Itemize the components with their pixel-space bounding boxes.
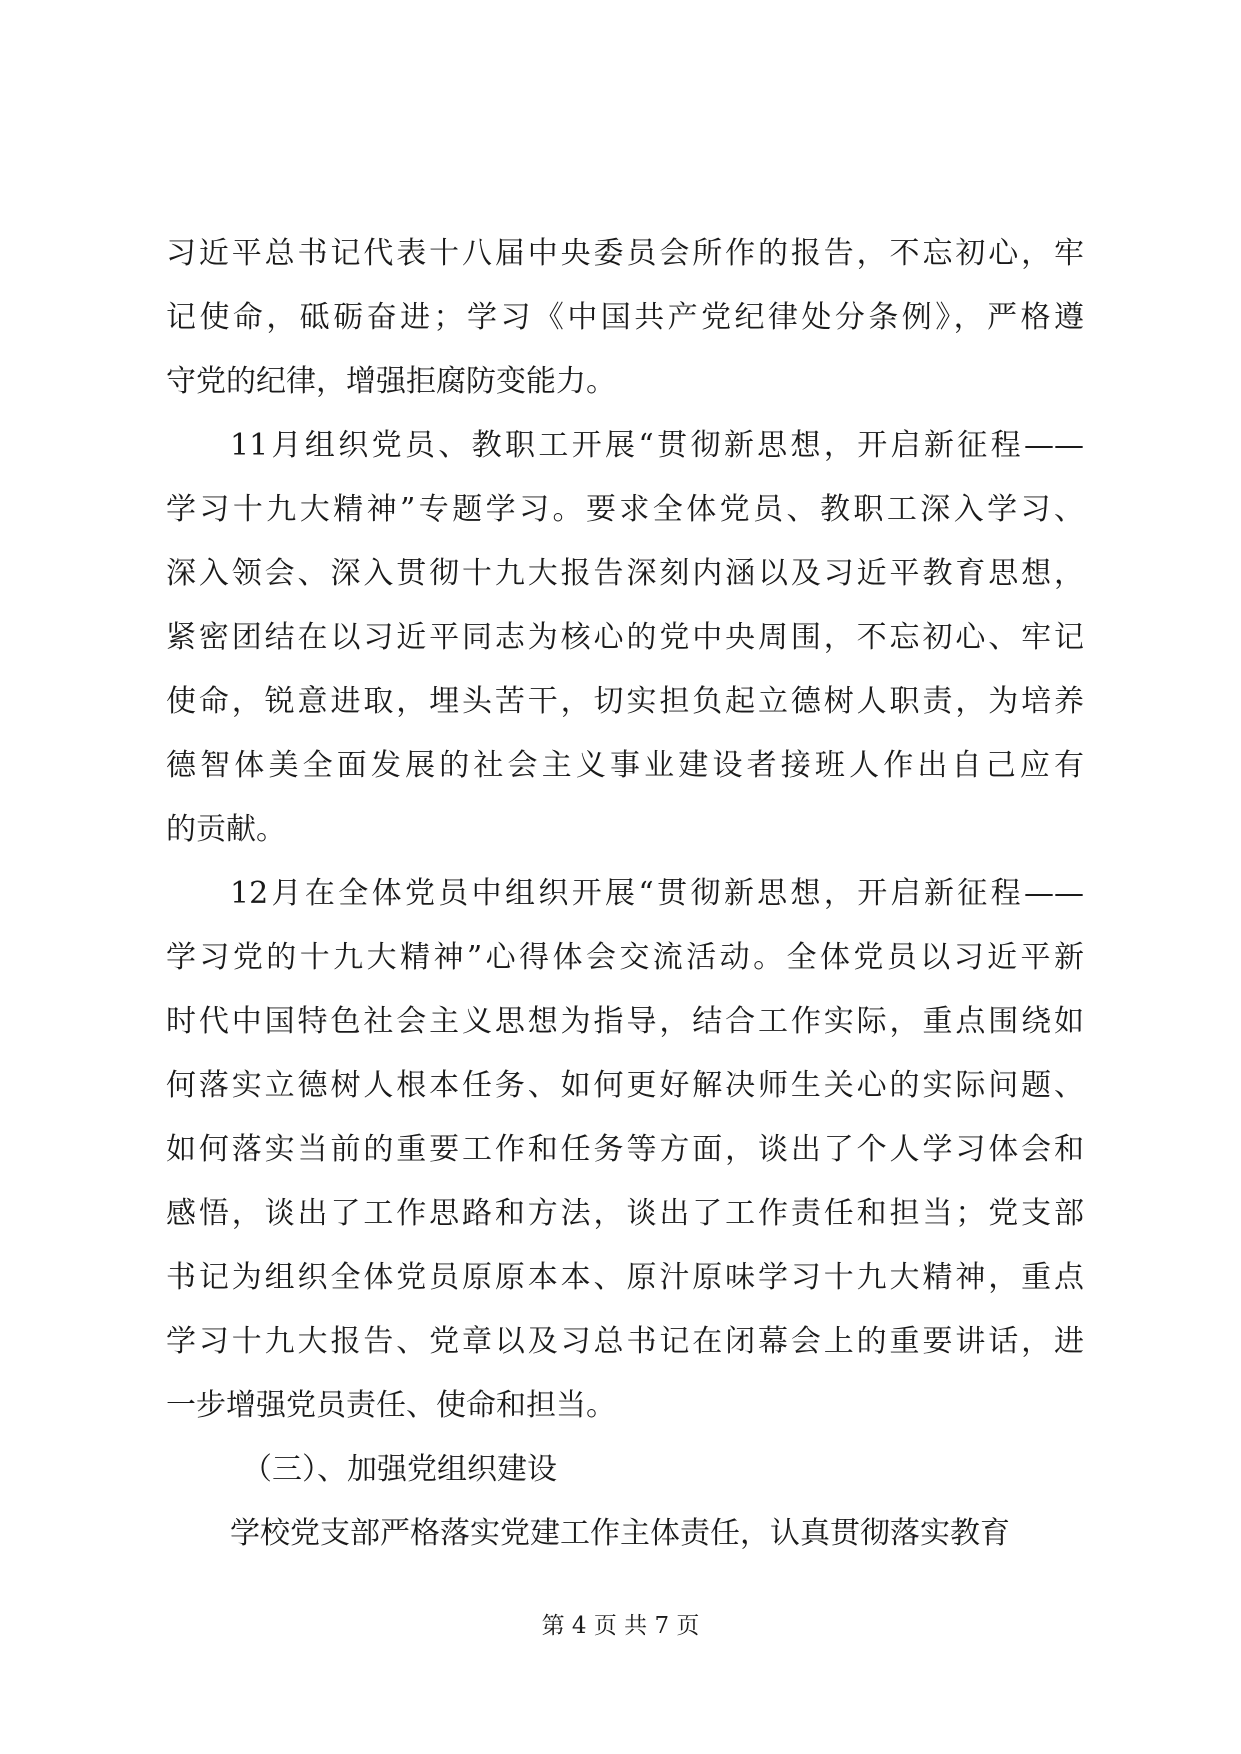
text-line: 学校党支部严格落实党建工作主体责任，认真贯彻落实教育 (230, 1516, 1010, 1551)
text-line: 11月组织党员、教职工开展“贯彻新思想，开启新征程—— (230, 428, 1084, 463)
page-footer (0, 1607, 1241, 1640)
section-heading-text: （三）、加强党组织建设 (242, 1452, 557, 1487)
text-line: 如何落实当前的重要工作和任务等方面，谈出了个人学习体会和 (166, 1132, 1084, 1167)
page-number-label: 第 4 页 共 7 页 (541, 1613, 700, 1639)
text-line: 学习十九大精神”专题学习。要求全体党员、教职工深入学习、 (166, 492, 1084, 527)
text-line: 记使命，砥砺奋进；学习《中国共产党纪律处分条例》，严格遵 (166, 300, 1084, 335)
text-line: 守党的纪律，增强拒腐防变能力。 (166, 364, 616, 399)
text-line: 何落实立德树人根本任务、如何更好解决师生关心的实际问题、 (166, 1068, 1084, 1103)
text-line: 德智体美全面发展的社会主义事业建设者接班人作出自己应有 (166, 748, 1084, 783)
text-line: 感悟，谈出了工作思路和方法，谈出了工作责任和担当；党支部 (166, 1196, 1084, 1231)
text-line: 一步增强党员责任、使命和担当。 (166, 1388, 616, 1423)
text-line: 学习十九大报告、党章以及习总书记在闭幕会上的重要讲话，进 (166, 1324, 1084, 1359)
text-line: 学习党的十九大精神”心得体会交流活动。全体党员以习近平新 (166, 940, 1084, 975)
text-line: 使命，锐意进取，埋头苦干，切实担负起立德树人职责，为培养 (166, 684, 1084, 719)
text-line: 时代中国特色社会主义思想为指导，结合工作实际，重点围绕如 (166, 1004, 1084, 1039)
paragraph (166, 222, 1084, 414)
paragraph (166, 1502, 1084, 1566)
text-line: 深入领会、深入贯彻十九大报告深刻内涵以及习近平教育思想， (166, 556, 1084, 591)
text-line: 12月在全体党员中组织开展“贯彻新思想，开启新征程—— (230, 876, 1084, 911)
text-line: 紧密团结在以习近平同志为核心的党中央周围，不忘初心、牢记 (166, 620, 1084, 655)
text-line: 习近平总书记代表十八届中央委员会所作的报告，不忘初心，牢 (166, 236, 1084, 271)
body-text (166, 222, 1084, 1566)
section-heading (166, 1438, 1084, 1502)
paragraph (166, 862, 1084, 1438)
paragraph (166, 414, 1084, 862)
text-line: 书记为组织全体党员原原本本、原汁原味学习十九大精神，重点 (166, 1260, 1084, 1295)
text-line: 的贡献。 (166, 812, 286, 847)
